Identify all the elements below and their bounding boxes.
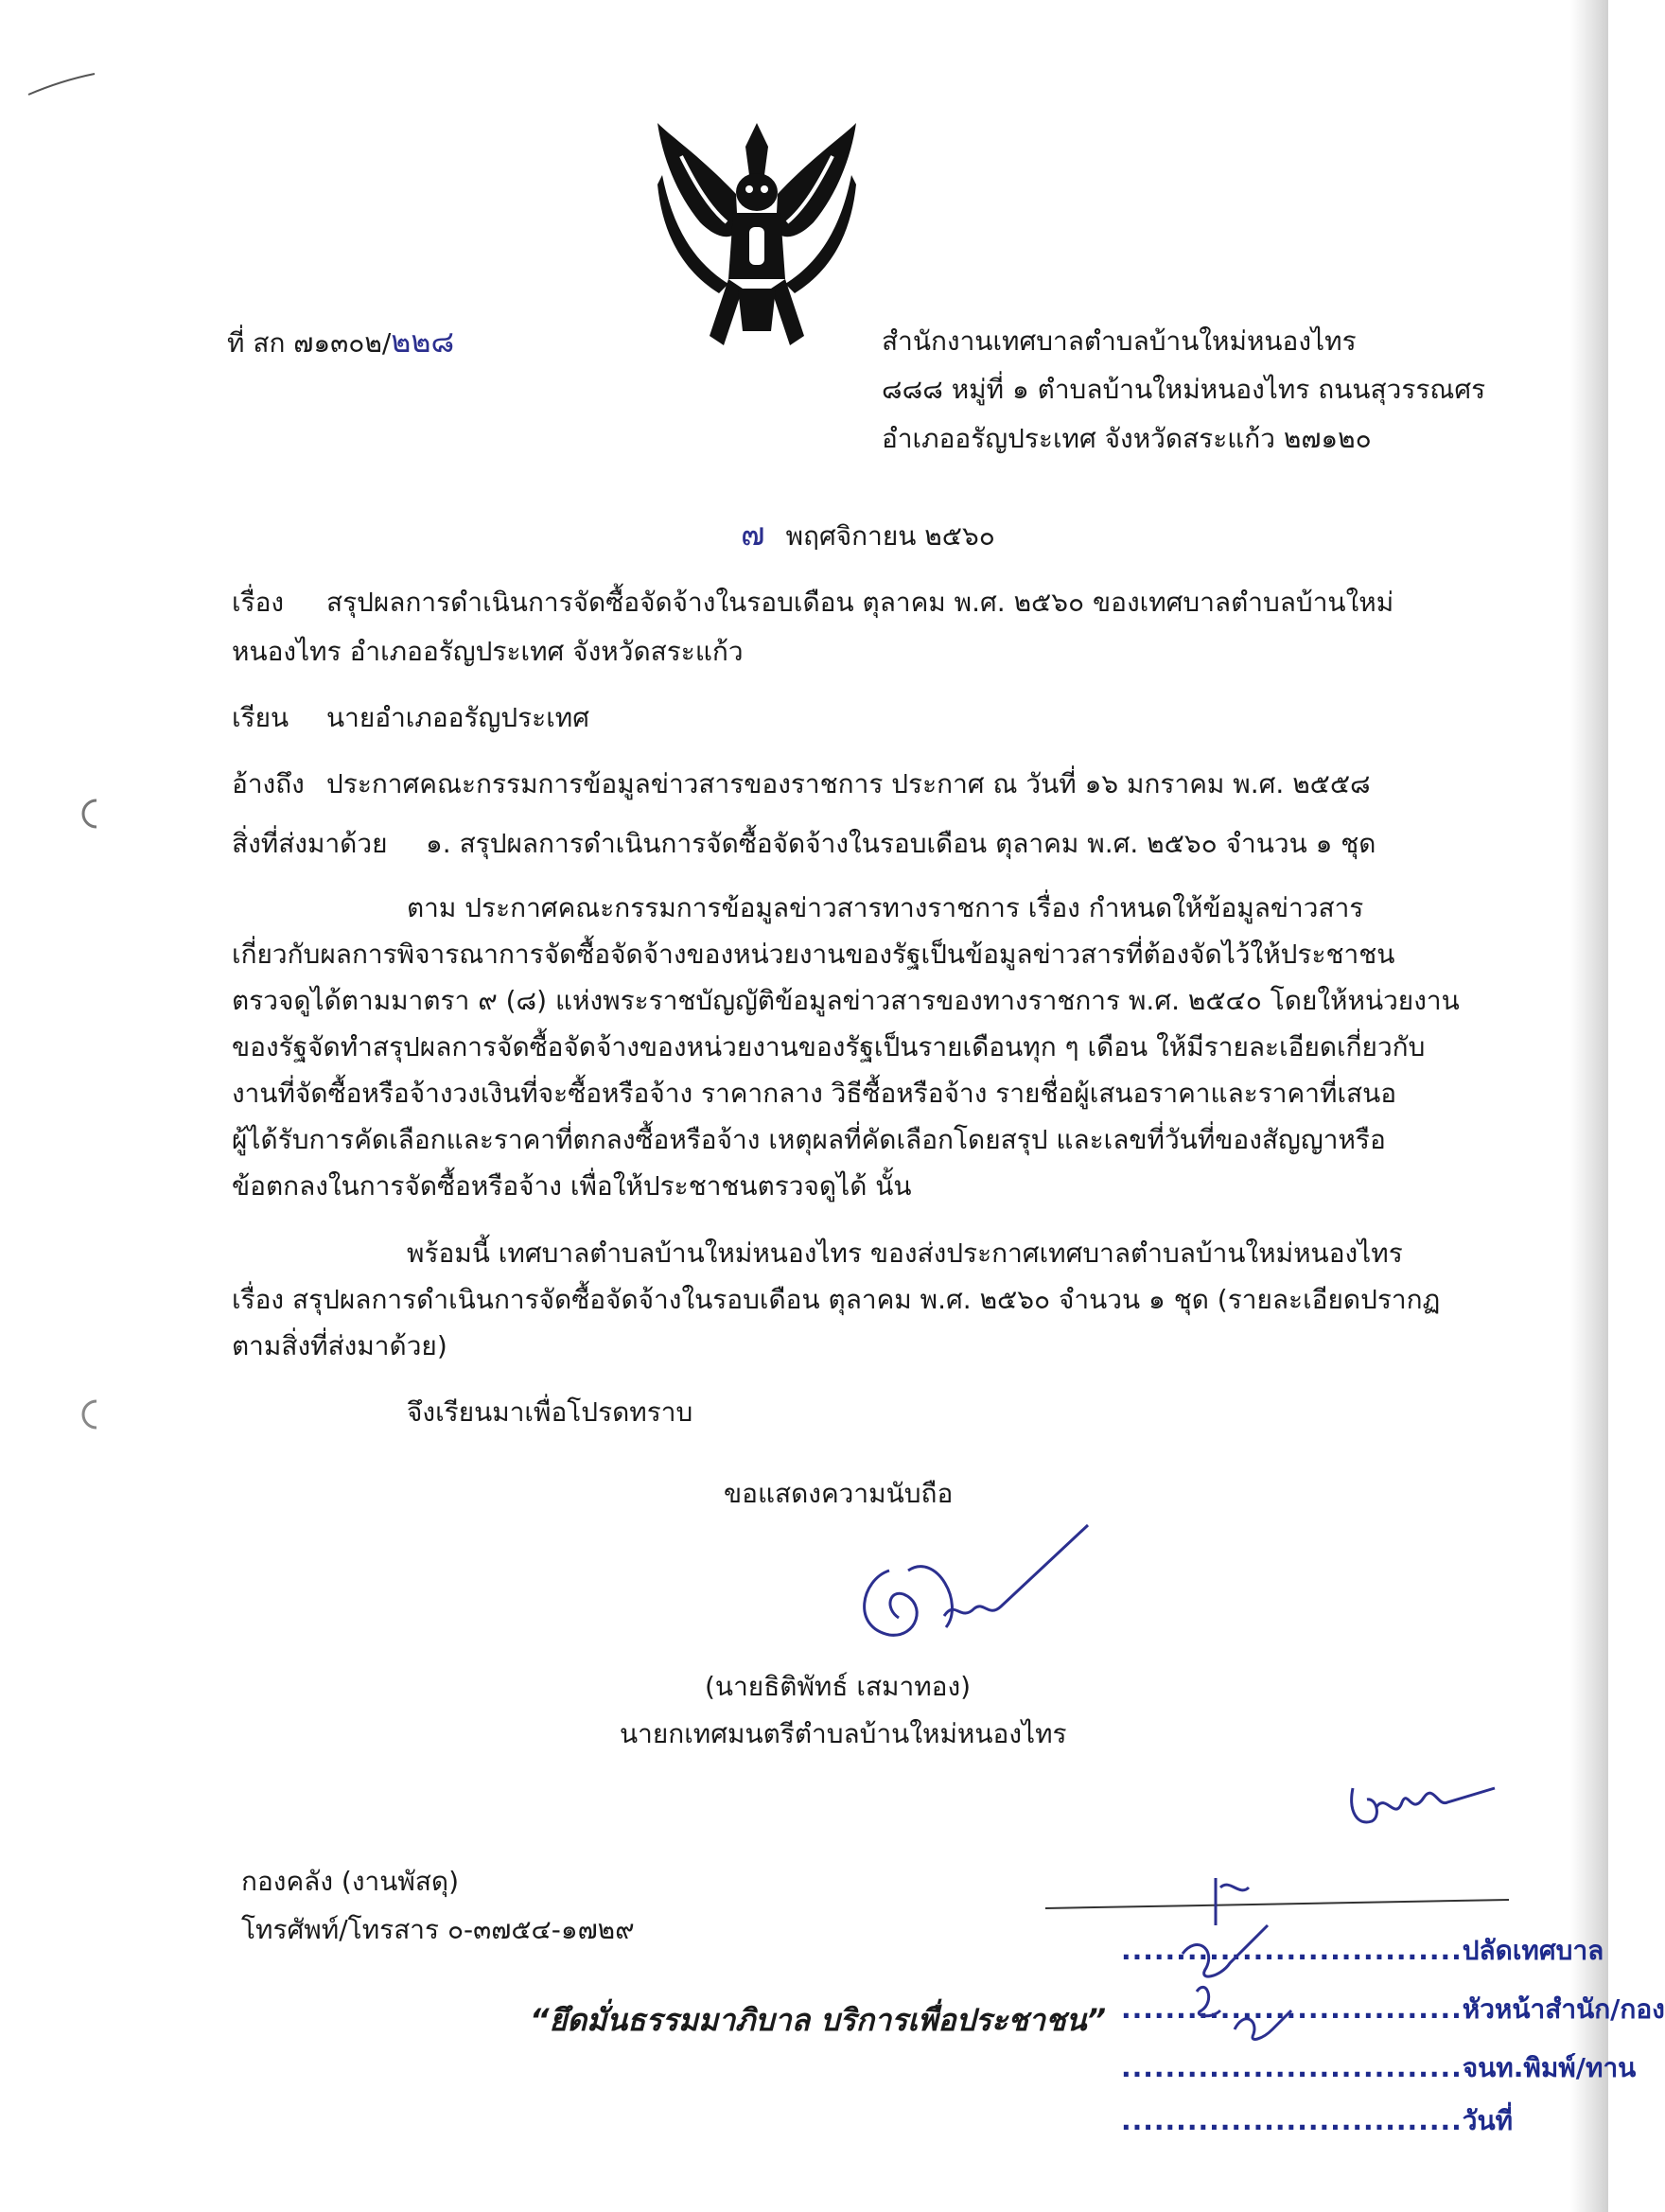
enclosure-label: สิ่งที่ส่งมาด้วย (232, 828, 388, 859)
punch-hole-icon (68, 795, 106, 833)
paragraph-2-line-2: เรื่อง สรุปผลการดำเนินการจัดซื้อจัดจ้างในรอบเดือน ตุลาคม พ.ศ. ๒๕๖๐ จำนวน ๑ ชุด (รายละเอียดปรากฏ (232, 1284, 1441, 1315)
reference-number-text: ที่ สก ๗๑๓๐๒/ (227, 327, 392, 359)
office-line-2: ๘๘๘ หมู่ที่ ๑ ตำบลบ้านใหม่หนองไทร ถนนสุวรรณศร (882, 374, 1486, 405)
signer-title: นายกเทศมนตรีตำบลบ้านใหม่หนองไทร (620, 1718, 1067, 1749)
subject-line-1: สรุปผลการดำเนินการจัดซื้อจัดจ้างในรอบเดือน ตุลาคม พ.ศ. ๒๕๖๐ ของเทศบาลตำบลบ้านใหม่ (326, 587, 1394, 618)
paragraph-2-line-1: พร้อมนี้ เทศบาลตำบลบ้านใหม่หนองไทร ของส่งประกาศเทศบาลตำบลบ้านใหม่หนองไทร (407, 1238, 1403, 1269)
routing-row-date (1121, 2100, 1513, 2142)
enclosure-text: ๑. สรุปผลการดำเนินการจัดซื้อจัดจ้างในรอบเดือน ตุลาคม พ.ศ. ๒๕๖๐ จำนวน ๑ ชุด (426, 828, 1376, 859)
reference-label: อ้างถึง (232, 768, 305, 799)
closing-line: จึงเรียนมาเพื่อโปรดทราบ (407, 1396, 693, 1428)
subject-line-2: หนองไทร อำเภออรัญประเทศ จังหวัดสระแก้ว (232, 636, 744, 667)
recipient-label: เรียน (232, 702, 289, 733)
paragraph-2-line-3: ตามสิ่งที่ส่งมาด้วย) (232, 1330, 447, 1361)
routing-date: วันที่ (1462, 2105, 1514, 2136)
routing-row-typist (1121, 2047, 1636, 2089)
pen-mark (24, 66, 99, 104)
routing-dots: ............................... (1121, 1935, 1463, 1966)
department: กองคลัง (งานพัสดุ) (241, 1866, 460, 1897)
date-handwritten-day: ๗ (741, 516, 765, 553)
signer-name: (นายธิติพัทธ์ เสมาทอง) (705, 1671, 972, 1702)
routing-deputy-mayor: ปลัดเทศบาล (1462, 1935, 1604, 1966)
reference-number (227, 325, 454, 360)
reference-number-handwritten: ๒๒๘ (391, 324, 455, 360)
subject-label: เรื่อง (232, 587, 285, 618)
paragraph-1-line-2: เกี่ยวกับผลการพิจารณาการจัดซื้อจัดจ้างของหน่วยงานของรัฐเป็นข้อมูลข่าวสารที่ต้องจัดไว้ให้ประชาชน (232, 939, 1395, 970)
signature-mayor (832, 1514, 1116, 1646)
routing-typist: จนท.พิมพ์/ทาน (1462, 2052, 1637, 2083)
routing-dots: ............................... (1121, 2105, 1463, 2136)
signature-routing-top (1343, 1769, 1514, 1845)
regards-line: ขอแสดงความนับถือ (724, 1478, 954, 1509)
phone-fax: โทรศัพท์/โทรสาร ๐-๓๗๕๔-๑๗๒๙ (241, 1914, 635, 1945)
reference-text: ประกาศคณะกรรมการข้อมูลข่าวสารของราชการ ประกาศ ณ วันที่ ๑๖ มกราคม พ.ศ. ๒๕๕๘ (326, 768, 1371, 799)
routing-initials (1164, 1869, 1315, 2048)
date-text: พฤศจิกายน ๒๕๖๐ (785, 520, 995, 552)
routing-head-of-division: หัวหน้าสำนัก/กอง (1462, 1993, 1665, 2025)
routing-dots: ............................... (1121, 1993, 1463, 2025)
routing-dots: ............................... (1121, 2052, 1463, 2083)
recipient: นายอำเภออรัญประเทศ (326, 702, 590, 733)
office-line-1: สำนักงานเทศบาลตำบลบ้านใหม่หนองไทร (882, 325, 1357, 357)
paragraph-1-line-5: งานที่จัดซื้อหรือจ้างวงเงินที่จะซื้อหรือจ้าง ราคากลาง วิธีซื้อหรือจ้าง รายชื่อผู้เสนอราคาและราคาที่เสนอ (232, 1078, 1397, 1109)
letter-date (741, 518, 995, 553)
punch-hole-icon (68, 1396, 106, 1433)
paragraph-1-line-3: ตรวจดูได้ตามมาตรา ๙ (๘) แห่งพระราชบัญญัติข้อมูลข่าวสารของทางราชการ พ.ศ. ๒๕๔๐ โดยให้หน่วยงาน (232, 985, 1460, 1016)
motto: “ยึดมั่นธรรมมาภิบาล บริการเพื่อประชาชน” (530, 2002, 1107, 2038)
office-line-3: อำเภออรัญประเทศ จังหวัดสระแก้ว ๒๗๑๒๐ (882, 423, 1372, 454)
paragraph-1-line-7: ข้อตกลงในการจัดซื้อหรือจ้าง เพื่อให้ประชาชนตรวจดูได้ นั้น (232, 1170, 912, 1202)
scan-edge-shadow (1570, 0, 1608, 2212)
paragraph-1-line-4: ของรัฐจัดทำสรุปผลการจัดซื้อจัดจ้างของหน่วยงานของรัฐเป็นรายเดือนทุก ๆ เดือน ให้มีรายละเอียดเกี่ยวกับ (232, 1031, 1426, 1062)
paragraph-1-line-1: ตาม ประกาศคณะกรรมการข้อมูลข่าวสารทางราชการ เรื่อง กำหนดให้ข้อมูลข่าวสาร (407, 892, 1364, 923)
garuda-emblem-icon (643, 118, 870, 350)
paragraph-1-line-6: ผู้ได้รับการคัดเลือกและราคาที่ตกลงซื้อหรือจ้าง เหตุผลที่คัดเลือกโดยสรุป และเลขที่วันที่ของสัญญาหรือ (232, 1124, 1386, 1155)
